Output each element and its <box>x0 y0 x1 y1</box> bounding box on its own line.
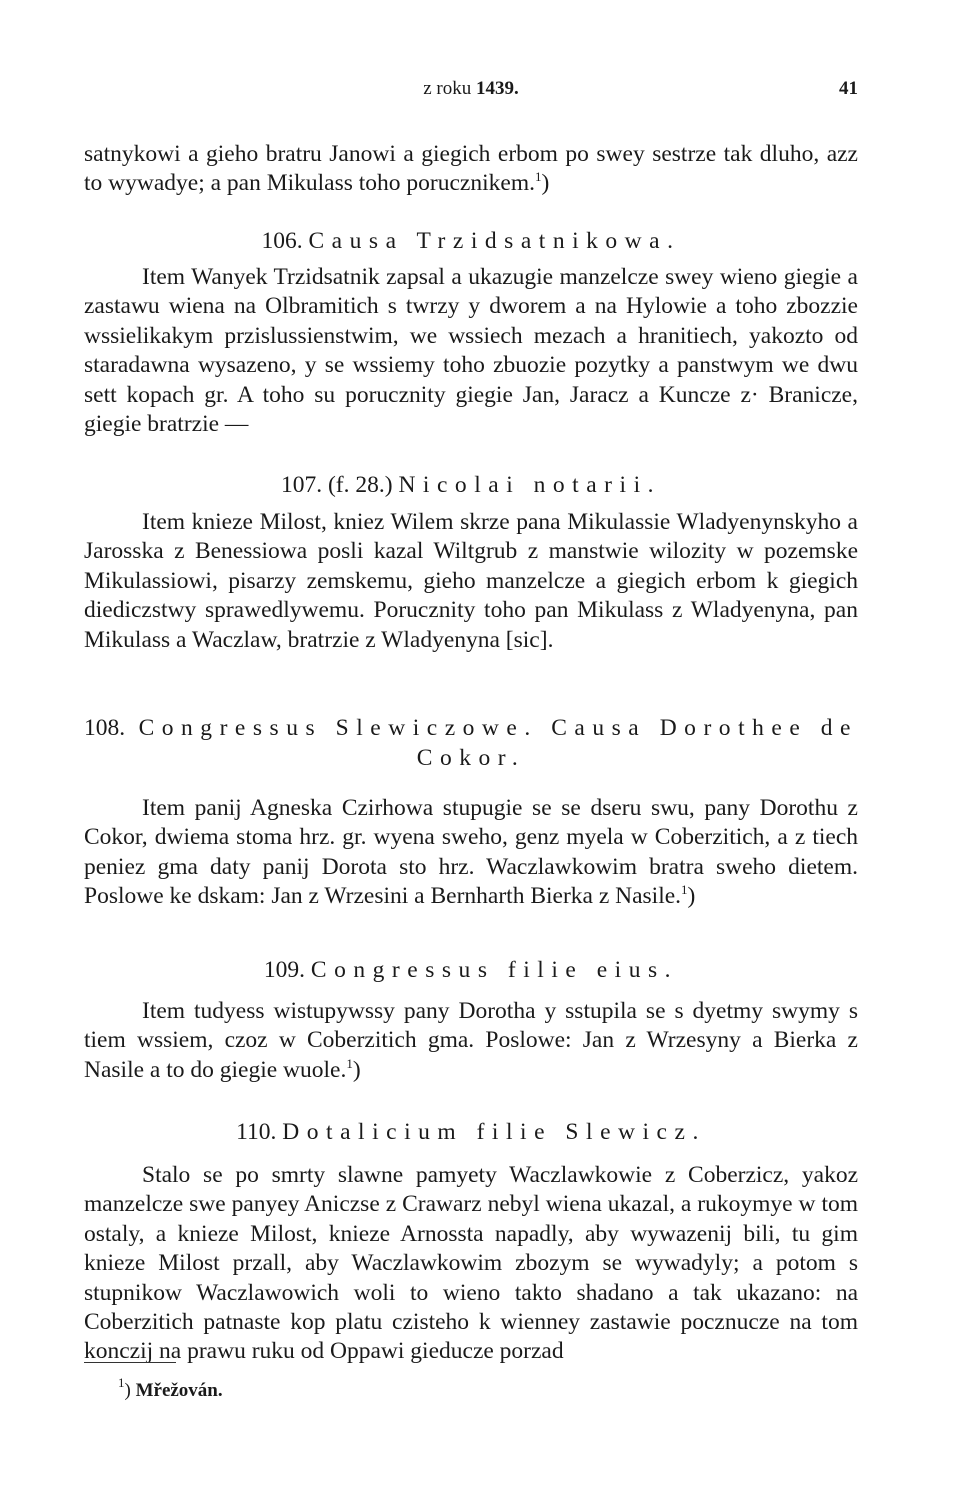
entry-text: Stalo se po smrty slawne pamyety Waczlawkowie z Coberzicz, yakoz manzelcze swe panyey Aniczse z Crawarz nebyl wiena ukazal, a rukoymye w tom ostaly, a knieze Milost, knieze Arnossta napadly, aby wywazenij bili, tu gim knieze Milost przall, aby Waczlawkowim zbozym se wywadyly; a potom s stupnikow Waczlawowich woli to wieno takto shadano a tak ukazano: na Coberzitich patnaste kop platu czisteho k wienney zastawie pocznucze na tom konczij na prawu ruku od Oppawi gieducze porzad <box>84 1162 858 1365</box>
footnote-ref: 1 <box>681 882 688 898</box>
entry-number: 106. <box>261 228 303 254</box>
footnote-ref: 1 <box>534 169 542 185</box>
continuation-block <box>84 140 858 199</box>
running-head <box>84 78 858 102</box>
entry-106 <box>84 226 858 439</box>
footnote-text: Mřežován. <box>135 1380 223 1401</box>
entry-110 <box>84 1117 858 1367</box>
footnote-divider <box>84 1362 176 1363</box>
running-title: z roku 1439. <box>423 78 519 99</box>
entry-number: 109. <box>263 957 306 983</box>
entry-heading <box>84 955 858 985</box>
entry-title: Congressus filie eius. <box>310 957 679 983</box>
running-year: 1439. <box>476 78 519 99</box>
entry-text: Item Wanyek Trzidsatnik zapsal a ukazugie manzelcze swey wieno giegie a zastawu wiena na Olbramitich s twrzy y dworem a na Hylowie a toho zbozzie wssielikakym przislussienstwim, we wssiech mezach a hranitiech, yakozto od staradawna wysazeno, y se wssiemy toho zbuozie pozytky a panstwym we dwu sett kopach gr. A toho su porucznity giegie Jan, Jaracz a Kuncze z· Branicze, giegie bratrzie — <box>84 264 858 438</box>
footnote-ref: 1 <box>346 1055 353 1071</box>
entry-title-word: de <box>820 715 858 741</box>
document-page <box>84 0 858 1508</box>
entry-number: 108. <box>84 715 126 741</box>
entry-108 <box>84 713 858 912</box>
entry-title-word: Dorothee <box>659 715 808 741</box>
footnote: $^1$) Mřežován. <box>118 1375 223 1401</box>
entry-title: Causa Trzidsatnikowa. <box>308 228 681 254</box>
entry-text: Item tudyess wistupywssy pany Dorotha y sstupila se s dyetmy swymy s tiem wssiem, czoz w Coberzitich gma. Poslowe: Jan z Wrzesyny a Bierka z Nasile a to do giegie wuole.$^1$) <box>84 998 858 1083</box>
entry-heading-line-2: Cokor. <box>416 745 526 771</box>
entry-number: 107. (f. 28.) <box>280 472 393 498</box>
footnote-mark: 1 <box>118 1375 125 1390</box>
entry-text: Item panij Agneska Czirhowa stupugie se se dseru swu, pany Dorothu z Cokor, dwiema stoma hrz. gr. wyena sweho, genz myela w Coberzitich, a z tiech peniez gma daty panij Dorota sto hrz. Waczlawkowim bratra sweho dietem. Poslowe ke dskam: Jan z Wrzesini a Bernharth Bierka z Nasile.$^1$) <box>84 795 858 910</box>
entry-heading <box>84 713 858 773</box>
entry-107 <box>84 470 858 655</box>
entry-number: 110. <box>236 1119 277 1145</box>
entry-109 <box>84 955 858 1085</box>
entry-title-word: Slewiczowe. <box>335 715 538 741</box>
entry-heading-line-1 <box>84 713 858 743</box>
entry-title: Dotalicium filie Slewicz. <box>282 1119 706 1145</box>
entry-heading <box>84 1117 858 1147</box>
entry-title-word: Congressus <box>138 715 323 741</box>
entry-title: Nicolai notarii. <box>398 472 662 498</box>
page-number: 41 <box>839 78 858 99</box>
entry-text: Item knieze Milost, kniez Wilem skrze pana Mikulassie Wladyenynskyho a Jarosska z Benessiowa posli kazal Wiltgrub z manstwie wilozity w pozemske Mikulassiowi, pisarzy zemskemu, gieho manzelcze a giegich erbom k giegich diediczstwy sprawedlywemu. Porucznity toho pan Mikulass z Wladyenyna, pan Mikulass a Waczlaw, bratrzie z Wladyenyna [sic]. <box>84 509 858 653</box>
entry-heading <box>84 470 858 500</box>
entry-title-word: Causa <box>551 715 647 741</box>
entry-heading <box>84 226 858 256</box>
continuation-paragraph: satnykowi a gieho bratru Janowi a giegich erbom po swey sestrze tak dluho, azz to wywadye; a pan Mikulass toho porucznikem.$^1$) <box>84 141 858 197</box>
